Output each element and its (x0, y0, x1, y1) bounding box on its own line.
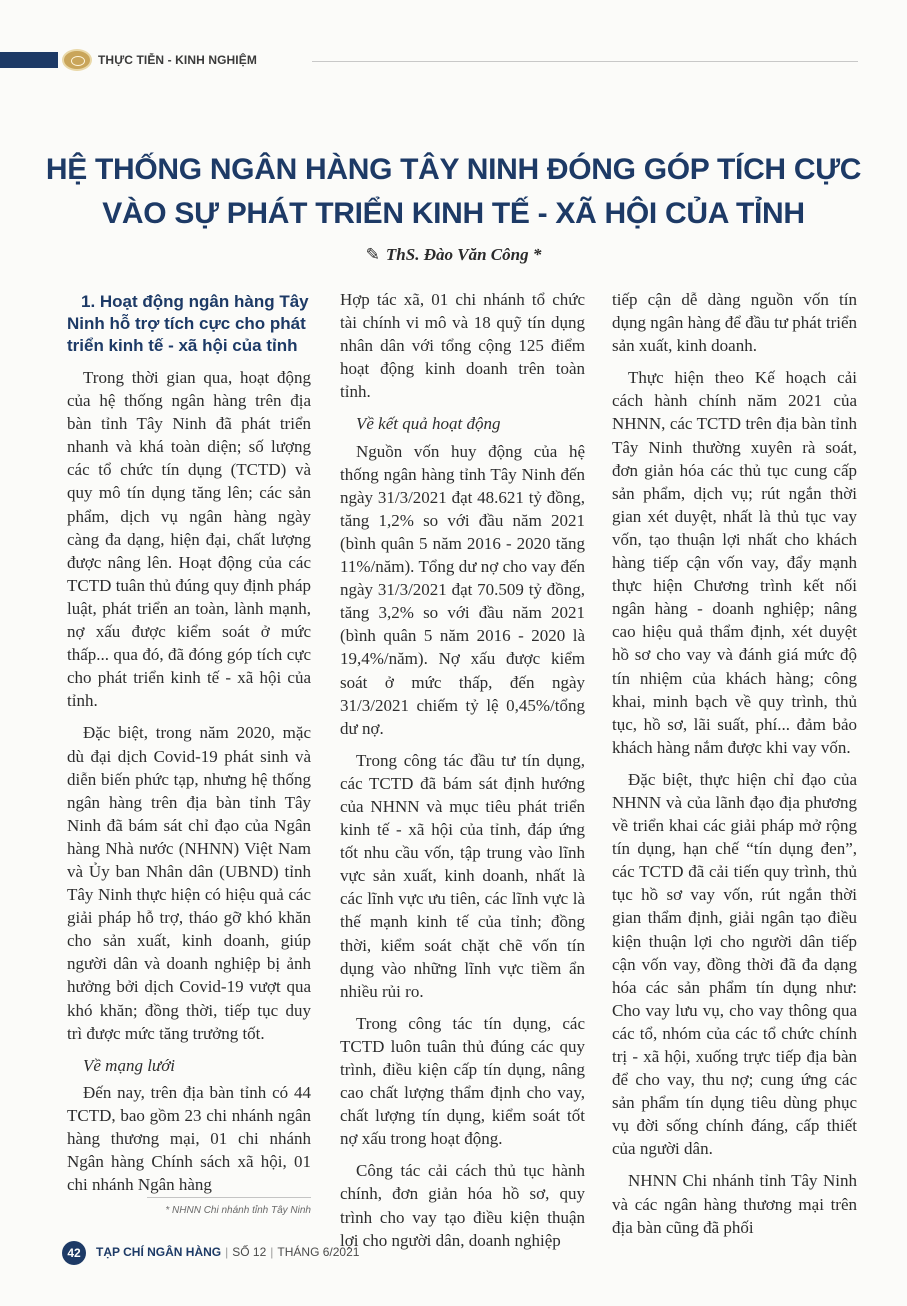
issue-month: THÁNG 6/2021 (277, 1245, 360, 1259)
header-divider (312, 61, 858, 62)
author-byline (0, 245, 907, 265)
subheading-results: Về kết quả hoạt động (356, 414, 501, 434)
paragraph: NHNN Chi nhánh tỉnh Tây Ninh và các ngân hàng thương mại trên địa bàn cũng đã phối (612, 1171, 857, 1237)
paragraph: Đặc biệt, thực hiện chỉ đạo của NHNN và của lãnh đạo địa phương về triển khai các giải pháp mở rộng tín dụng, hạn chế “tín dụng đen”, các TCTD đã cải tiến quy trình, thủ tục hồ sơ vay vốn, rút ngắn thời gian thẩm định, giải ngân tạo điều kiện thuận lợi cho người dân tiếp cận vốn vay, đồng thời đã đa dạng hóa các sản phẩm tín dụng như: Cho vay lưu vụ, cho vay thông qua các tổ, nhóm của các tổ chức chính trị - xã hội, xuống trực tiếp địa bàn để cho vay, thu nợ; cung ứng các sản phẩm tín dụng tiêu dùng phục vụ đời sống chính đáng, cấp thiết của người dân. (612, 769, 857, 1159)
article-title (0, 148, 907, 236)
paragraph: Nguồn vốn huy động của hệ thống ngân hàng tỉnh Tây Ninh đến ngày 31/3/2021 đạt 48.621 tỷ đồng, tăng 1,2% so với đầu năm 2021 (bình quân 5 năm 2016 - 2020 tăng 11%/năm). Tổng dư nợ cho vay đến ngày 31/3/2021 đạt 70.509 tỷ đồng, tăng 3,2% so với đầu năm 2021 (bình quân 5 năm 2016 - 2020 là 19,4%/năm). Nợ xấu được kiểm soát ở mức thấp, đến ngày 31/3/2021 chiếm tỷ lệ 0,45%/tổng dư nợ. (340, 441, 585, 738)
column-1 (67, 288, 311, 1205)
section-heading: 1. Hoạt động ngân hàng Tây Ninh hỗ trợ tích cực cho phát triển kinh tế - xã hội của tỉnh (67, 292, 309, 355)
title-line-2: VÀO SỰ PHÁT TRIỂN KINH TẾ - XÃ HỘI CỦA TỈNH (102, 197, 805, 230)
magazine-logo-icon (62, 49, 92, 71)
footer-info (96, 1245, 359, 1259)
footer-separator: | (225, 1245, 229, 1259)
paragraph-continued: Hợp tác xã, 01 chi nhánh tổ chức tài chính vi mô và 18 quỹ tín dụng nhân dân với tổng cộng 125 điểm hoạt động kinh doanh trên toàn tỉnh. (340, 290, 585, 402)
title-line-1: HỆ THỐNG NGÂN HÀNG TÂY NINH ĐÓNG GÓP TÍCH CỰC (45, 153, 862, 186)
footer-separator: | (270, 1245, 274, 1259)
header-color-band (0, 52, 58, 68)
paragraph-continued: tiếp cận dễ dàng nguồn vốn tín dụng ngân hàng để đầu tư phát triển sản xuất, kinh doanh. (612, 290, 857, 356)
issue-number: SỐ 12 (232, 1245, 267, 1259)
paragraph: Thực hiện theo Kế hoạch cải cách hành chính năm 2021 của NHNN, các TCTD trên địa bàn tỉnh Tây Ninh thường xuyên rà soát, đơn giản hóa các thủ tục cung cấp sản phẩm, dịch vụ; rút ngắn thời gian xét duyệt, nhất là thủ tục vay vốn, tạo thuận lợi nhất cho khách hàng tiếp cận vốn vay, đẩy mạnh thực hiện Chương trình kết nối ngân hàng - doanh nghiệp; nâng cao hiệu quả thẩm định, xét duyệt hồ sơ cho vay và đánh giá mức độ tín nhiệm của khách hàng; công khai, minh bạch về quy trình, thủ tục, hồ sơ, lãi suất, phí... đảm bảo khách hàng nắm được khi vay vốn. (612, 368, 857, 757)
column-3 (612, 288, 857, 1248)
paragraph: Đặc biệt, trong năm 2020, mặc dù đại dịch Covid-19 phát sinh và diễn biến phức tạp, nhưng hệ thống ngân hàng trên địa bàn tỉnh Tây Ninh đã bám sát chỉ đạo của Ngân hàng Nhà nước (NHNN) Việt Nam và Ủy ban Nhân dân (UBND) tỉnh Tây Ninh thực hiện có hiệu quả các giải pháp hỗ trợ, tháo gỡ khó khăn cho sản xuất, kinh doanh, giúp người dân và doanh nghiệp bị ảnh hưởng bởi dịch Covid-19 vượt qua khó khăn; đồng thời, tiếp tục duy trì được mức tăng trưởng tốt. (67, 723, 311, 1043)
pen-icon: ✎ (365, 245, 380, 264)
section-label: THỰC TIỄN - KINH NGHIỆM (98, 53, 257, 67)
paragraph: Đến nay, trên địa bàn tỉnh có 44 TCTD, bao gồm 23 chi nhánh ngân hàng thương mại, 01 chi nhánh Ngân hàng Chính sách xã hội, 01 chi nhánh Ngân hàng (67, 1082, 311, 1195)
column-2 (340, 288, 585, 1261)
paragraph: Trong công tác đầu tư tín dụng, các TCTD đã bám sát định hướng của NHNN và mục tiêu phát triển kinh tế - xã hội của tỉnh, đáp ứng tốt nhu cầu vốn, tập trung vào lĩnh vực sản xuất, kinh doanh, nhất là các lĩnh vực ưu tiên, các lĩnh vực là thế mạnh kinh tế của tỉnh; đồng thời, kiểm soát chặt chẽ vốn tín dụng vào những lĩnh vực tiềm ẩn nhiều rủi ro. (340, 750, 585, 1001)
subheading-network: Về mạng lưới (83, 1055, 175, 1075)
author-footnote: * NHNN Chi nhánh tỉnh Tây Ninh (165, 1205, 311, 1216)
footnote-divider (147, 1197, 311, 1198)
paragraph: Trong công tác tín dụng, các TCTD luôn tuân thủ đúng các quy trình, điều kiện cấp tín dụng, nâng cao chất lượng thẩm định cho vay, chất lượng tín dụng, kiểm soát tốt nợ xấu trong hoạt động. (340, 1013, 585, 1149)
page-number: 42 (62, 1241, 86, 1265)
paragraph: Công tác cải cách thủ tục hành chính, đơn giản hóa hồ sơ, quy trình cho vay tạo điều kiện thuận lợi cho người dân, doanh nghiệp (340, 1161, 585, 1250)
author-name: ThS. Đào Văn Công * (385, 245, 542, 264)
magazine-name: TẠP CHÍ NGÂN HÀNG (96, 1245, 222, 1259)
paragraph: Trong thời gian qua, hoạt động của hệ thống ngân hàng trên địa bàn tỉnh Tây Ninh đã phát triển nhanh và khá toàn diện; số lượng các tổ chức tín dụng (TCTD) và quy mô tín dụng tăng lên; các sản phẩm, dịch vụ ngân hàng ngày càng đa dạng, hiện đại, chất lượng được nâng lên. Hoạt động của các TCTD tuân thủ đúng quy định pháp luật, phát triển an toàn, lành mạnh, nợ xấu được kiểm soát ở mức thấp... qua đó, đã đóng góp tích cực cho phát triển kinh tế - xã hội của tỉnh. (67, 368, 311, 711)
